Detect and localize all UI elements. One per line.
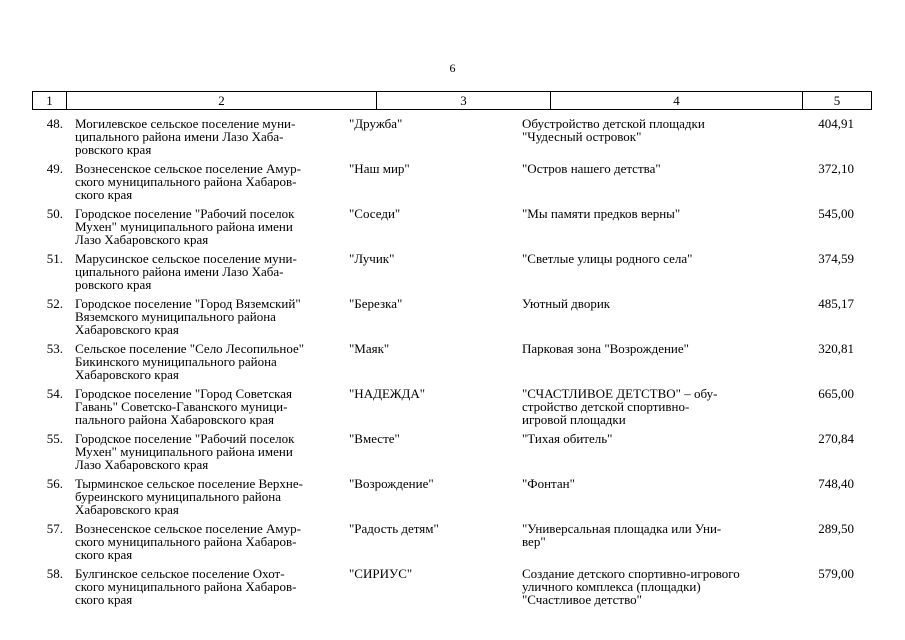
row-number: 52. bbox=[46, 296, 63, 311]
row-number: 58. bbox=[46, 566, 63, 581]
table-row bbox=[0, 162, 905, 207]
header-col-4: 4 bbox=[551, 92, 803, 109]
municipality-name: Могилевское сельское поселение муни- ципального района имени Лазо Хаба- ровского края bbox=[75, 116, 296, 157]
team-name: "Дружба" bbox=[349, 116, 403, 131]
municipality-name: Булгинское сельское поселение Охот- ского муниципального района Хабаров- ского края bbox=[75, 566, 297, 607]
header-col-2: 2 bbox=[67, 92, 377, 109]
table-header bbox=[32, 91, 872, 110]
amount: 665,00 bbox=[818, 386, 854, 401]
project-name: Парковая зона "Возрождение" bbox=[522, 341, 689, 356]
table-row bbox=[0, 432, 905, 477]
project-name: Создание детского спортивно-игрового уличного комплекса (площадки) "Счастливое детство" bbox=[522, 566, 740, 607]
team-name: "НАДЕЖДА" bbox=[349, 386, 426, 401]
team-name: "Наш мир" bbox=[349, 161, 410, 176]
project-name: "СЧАСТЛИВОЕ ДЕТСТВО" – обу- стройство детской спортивно- игровой площадки bbox=[522, 386, 718, 427]
row-number: 48. bbox=[46, 116, 63, 131]
amount: 289,50 bbox=[818, 521, 854, 536]
row-number: 50. bbox=[46, 206, 63, 221]
project-name: "Остров нашего детства" bbox=[522, 161, 661, 176]
table-row bbox=[0, 387, 905, 432]
municipality-name: Вознесенское сельское поселение Амур- ского муниципального района Хабаров- ского края bbox=[75, 521, 301, 562]
row-number: 55. bbox=[46, 431, 63, 446]
table-row bbox=[0, 297, 905, 342]
header-col-1: 1 bbox=[33, 92, 67, 109]
team-name: "Вместе" bbox=[349, 431, 400, 446]
header-col-5: 5 bbox=[833, 92, 841, 108]
table-row bbox=[0, 342, 905, 387]
amount: 748,40 bbox=[818, 476, 854, 491]
table-body bbox=[0, 117, 905, 612]
amount: 374,59 bbox=[818, 251, 854, 266]
amount: 372,10 bbox=[818, 161, 854, 176]
amount: 320,81 bbox=[818, 341, 854, 356]
municipality-name: Городское поселение "Город Советская Гавань" Советско-Гаванского муници- пального района Хабаровского края bbox=[75, 386, 293, 427]
project-name: "Универсальная площадка или Уни- вер" bbox=[522, 521, 722, 549]
table-row bbox=[0, 477, 905, 522]
table-row bbox=[0, 117, 905, 162]
amount: 404,91 bbox=[818, 116, 854, 131]
row-number: 57. bbox=[46, 521, 63, 536]
municipality-name: Городское поселение "Город Вяземский" Вяземского муниципального района Хабаровского края bbox=[75, 296, 301, 337]
row-number: 54. bbox=[46, 386, 63, 401]
project-name: "Светлые улицы родного села" bbox=[522, 251, 693, 266]
table-row bbox=[0, 252, 905, 297]
team-name: "Радость детям" bbox=[349, 521, 439, 536]
header-col-3: 3 bbox=[377, 92, 551, 109]
project-name: Обустройство детской площадки "Чудесный островок" bbox=[522, 116, 705, 144]
team-name: "Соседи" bbox=[349, 206, 401, 221]
municipality-name: Вознесенское сельское поселение Амур- ского муниципального района Хабаров- ского края bbox=[75, 161, 301, 202]
table-row bbox=[0, 567, 905, 612]
municipality-name: Марусинское сельское поселение муни- ципального района имени Лазо Хаба- ровского края bbox=[75, 251, 297, 292]
row-number: 51. bbox=[46, 251, 63, 266]
amount: 270,84 bbox=[818, 431, 854, 446]
project-name: "Тихая обитель" bbox=[522, 431, 613, 446]
project-name: "Фонтан" bbox=[522, 476, 575, 491]
municipality-name: Сельское поселение "Село Лесопильное" Бикинского муниципального района Хабаровского края bbox=[75, 341, 305, 382]
amount: 485,17 bbox=[818, 296, 854, 311]
row-number: 49. bbox=[46, 161, 63, 176]
row-number: 53. bbox=[46, 341, 63, 356]
municipality-name: Тырминское сельское поселение Верхне- буреинского муниципального района Хабаровского края bbox=[75, 476, 303, 517]
table-row bbox=[0, 522, 905, 567]
project-name: Уютный дворик bbox=[522, 296, 611, 311]
team-name: "Маяк" bbox=[349, 341, 390, 356]
project-name: "Мы памяти предков верны" bbox=[522, 206, 681, 221]
team-name: "Лучик" bbox=[349, 251, 395, 266]
team-name: "Березка" bbox=[349, 296, 403, 311]
team-name: "СИРИУС" bbox=[349, 566, 413, 581]
table-row bbox=[0, 207, 905, 252]
row-number: 56. bbox=[46, 476, 63, 491]
amount: 579,00 bbox=[818, 566, 854, 581]
team-name: "Возрождение" bbox=[349, 476, 434, 491]
page-number: 6 bbox=[449, 61, 456, 75]
amount: 545,00 bbox=[818, 206, 854, 221]
municipality-name: Городское поселение "Рабочий поселок Мухен" муниципального района имени Лазо Хабаровского края bbox=[75, 431, 295, 472]
municipality-name: Городское поселение "Рабочий поселок Мухен" муниципального района имени Лазо Хабаровского края bbox=[75, 206, 295, 247]
